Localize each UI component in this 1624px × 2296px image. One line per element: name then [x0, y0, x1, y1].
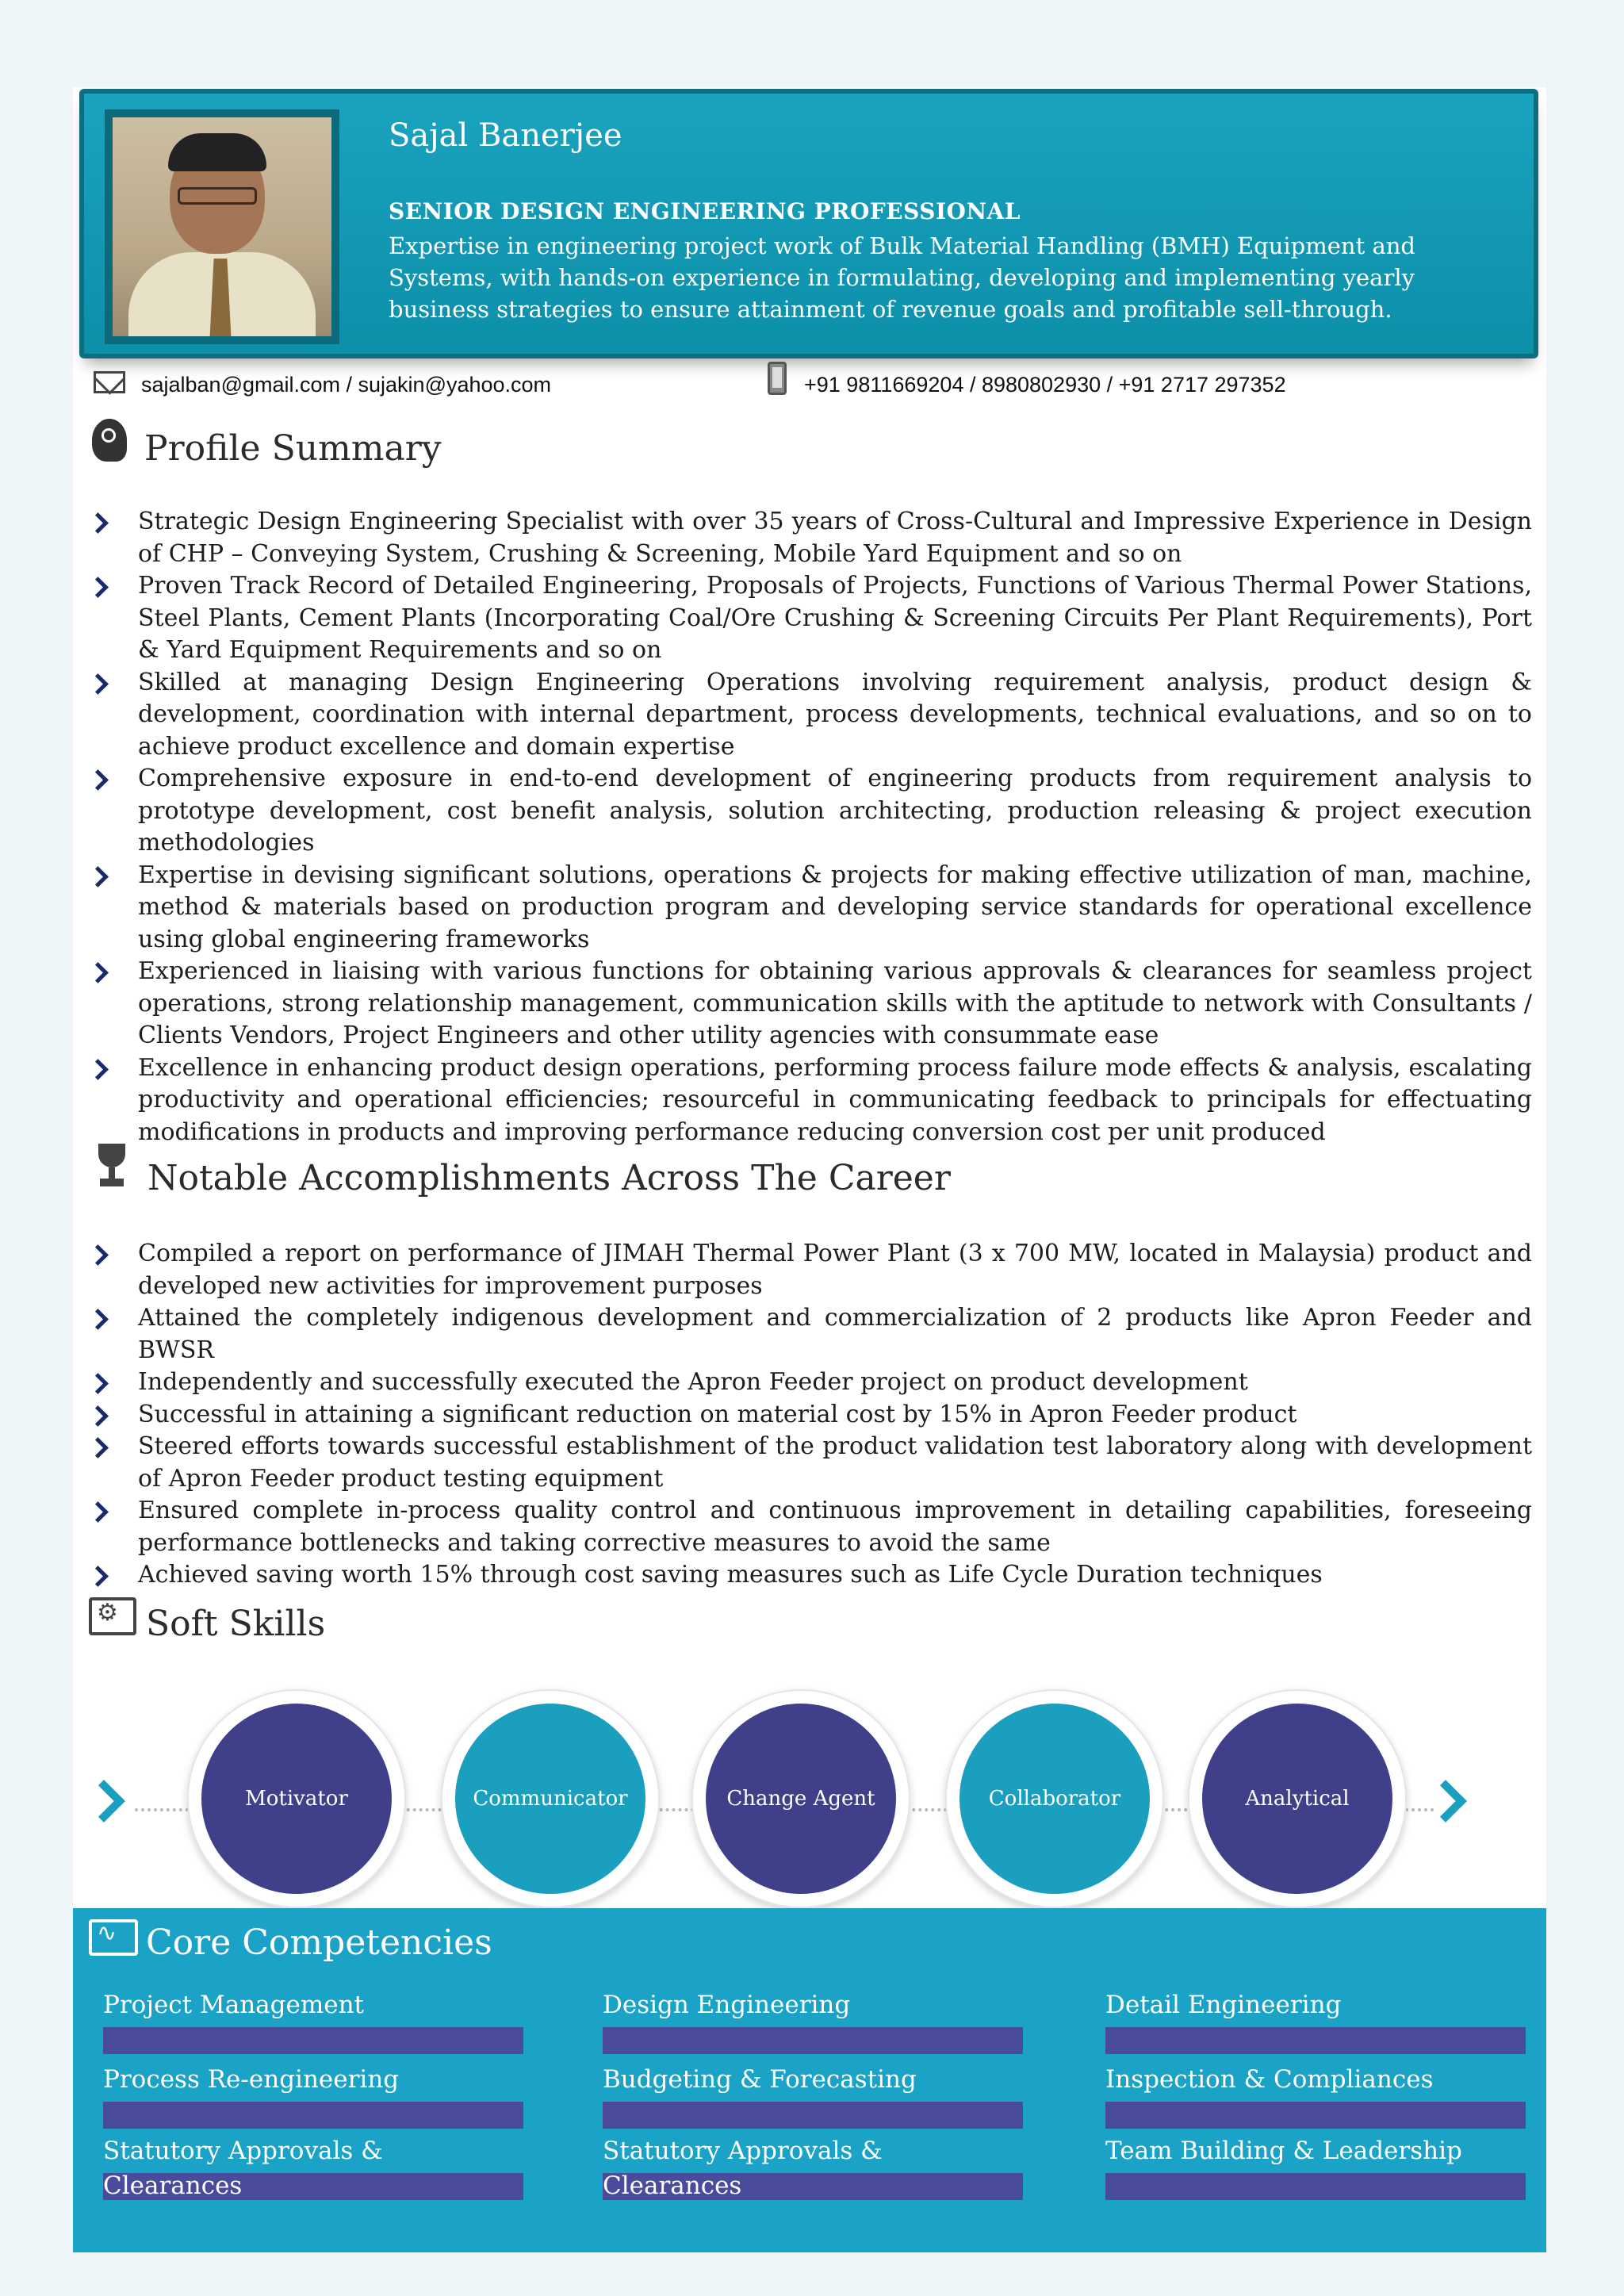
competency-bar: [103, 2027, 523, 2054]
competency-item: [1105, 2133, 1526, 2200]
gears-icon: [89, 1597, 136, 1635]
competency-label: Design Engineering: [603, 1991, 851, 2019]
competency-item: [603, 2062, 1023, 2129]
accomplishments-title: Notable Accomplishments Across The Career: [147, 1158, 951, 1198]
competency-item: [103, 2133, 523, 2200]
competency-bar: [1105, 2027, 1526, 2054]
list-item: Ensured complete in-process quality control and continuous improvement in detailing capabilities, foreseeing performance bottlenecks and taking corrective measures to avoid the same: [89, 1495, 1532, 1559]
competency-bar: [603, 2102, 1023, 2129]
list-item: Strategic Design Engineering Specialist with over 35 years of Cross-Cultural and Impressive Experience in Design of CHP – Conveying System, Crushing & Screening, Mobile Yard Equipment and so on: [89, 506, 1532, 570]
competency-item: [103, 2062, 523, 2129]
profile-photo: [105, 109, 339, 344]
soft-skill-circle: [945, 1689, 1164, 1908]
soft-skill-label: Analytical: [1202, 1704, 1392, 1894]
competency-bar: [603, 2027, 1023, 2054]
presentation-icon: [89, 1919, 138, 1956]
phone-icon: [768, 362, 787, 395]
trophy-icon: [92, 1144, 132, 1188]
competency-item: [1105, 1987, 1526, 2054]
competency-bar: [1105, 2173, 1526, 2200]
envelope-icon: [94, 371, 125, 393]
profile-summary-list: [89, 506, 1532, 1148]
soft-skill-label: Motivator: [201, 1704, 392, 1894]
list-item: Excellence in enhancing product design operations, performing process failure mode effects & analysis, escalating productivity and operational efficiencies; resourceful in communicating feedback to principals for effectuating modifications in products and improving performance reducing conversion cost per unit produced: [89, 1052, 1532, 1149]
head-profile-icon: [92, 419, 127, 462]
list-item: Attained the completely indigenous development and commercialization of 2 products like Apron Feeder and BWSR: [89, 1302, 1532, 1366]
email-text: sajalban@gmail.com / sujakin@yahoo.com: [141, 373, 552, 397]
list-item: Proven Track Record of Detailed Engineering, Proposals of Projects, Functions of Various Thermal Power Stations, Steel Plants, Cement Plants (Incorporating Coal/Ore Crushing & Screening Circuits Per Plant Requirements), Port & Yard Equipment Requirements and so on: [89, 570, 1532, 667]
competency-label: Detail Engineering: [1105, 1991, 1342, 2019]
soft-skill-circle: [1188, 1689, 1407, 1908]
core-competencies-title: Core Competencies: [146, 1922, 492, 1963]
competency-label: Inspection & Compliances: [1105, 2065, 1434, 2094]
soft-skill-circle: [187, 1689, 406, 1908]
header-banner: [79, 89, 1538, 358]
competency-bar: [1105, 2102, 1526, 2129]
list-item: Achieved saving worth 15% through cost saving measures such as Life Cycle Duration techniques: [89, 1559, 1532, 1592]
list-item: Compiled a report on performance of JIMAH Thermal Power Plant (3 x 700 MW, located in Malaysia) product and developed new activities for improvement purposes: [89, 1238, 1532, 1302]
competency-label: Budgeting & Forecasting: [603, 2065, 917, 2094]
competency-label: Process Re-engineering: [103, 2065, 400, 2094]
candidate-tagline: Expertise in engineering project work of Bulk Material Handling (BMH) Equipment and Systems, with hands-on experience in formulating, developing and implementing yearly business strategies to ensure attainment of revenue goals and profitable sell-through.: [389, 232, 1415, 323]
competency-item: [603, 1987, 1023, 2054]
candidate-role: SENIOR DESIGN ENGINEERING PROFESSIONAL: [389, 198, 1021, 224]
soft-skill-circle: [691, 1689, 910, 1908]
profile-summary-title: Profile Summary: [144, 428, 442, 469]
list-item: Expertise in devising significant solutions, operations & projects for making effective utilization of man, machine, method & materials based on production program and developing service standards for operational excellence using global engineering frameworks: [89, 860, 1532, 956]
list-item: Independently and successfully executed the Apron Feeder project on product development: [89, 1366, 1532, 1399]
competency-bar: [103, 2102, 523, 2129]
soft-skills-title: Soft Skills: [146, 1604, 326, 1644]
soft-skill-circle: [441, 1689, 660, 1908]
competency-label: Team Building & Leadership: [1105, 2137, 1462, 2165]
list-item: Successful in attaining a significant reduction on material cost by 15% in Apron Feeder product: [89, 1399, 1532, 1432]
accomplishments-list: [89, 1238, 1532, 1592]
list-item: Experienced in liaising with various functions for obtaining various approvals & clearances for seamless project operations, strong relationship management, communication skills with the aptitude to network with Consultants / Clients Vendors, Project Engineers and other utility agencies with consummate ease: [89, 956, 1532, 1052]
list-item: Skilled at managing Design Engineering Operations involving requirement analysis, product design & development, coordination with internal department, process developments, technical evaluations, and so on to achieve product excellence and domain expertise: [89, 667, 1532, 764]
soft-skill-label: Change Agent: [706, 1704, 896, 1894]
competency-item: [1105, 2062, 1526, 2129]
candidate-name: Sajal Banerjee: [389, 117, 622, 154]
competency-label: Statutory Approvals & Clearances: [103, 2137, 383, 2200]
soft-skill-label: Collaborator: [959, 1704, 1150, 1894]
phone-text: +91 9811669204 / 8980802930 / +91 2717 297352: [804, 373, 1286, 397]
competency-label: Statutory Approvals & Clearances: [603, 2137, 883, 2200]
competency-item: [603, 2133, 1023, 2200]
list-item: Comprehensive exposure in end-to-end development of engineering products from requirement analysis to prototype development, cost benefit analysis, solution architecting, production releasing & project execution methodologies: [89, 763, 1532, 860]
competency-label: Project Management: [103, 1991, 364, 2019]
list-item: Steered efforts towards successful establishment of the product validation test laboratory along with development of Apron Feeder product testing equipment: [89, 1431, 1532, 1495]
core-competencies-panel: [73, 1908, 1546, 2252]
soft-skill-label: Communicator: [455, 1704, 645, 1894]
competency-item: [103, 1987, 523, 2054]
